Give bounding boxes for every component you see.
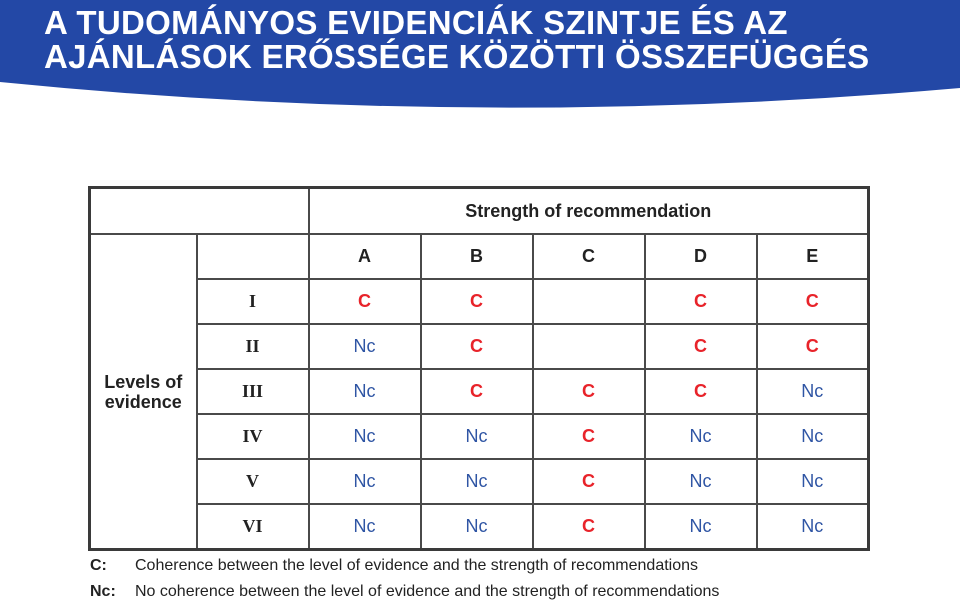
legend-nc-key: Nc: bbox=[90, 583, 116, 600]
matrix-cell: Nc bbox=[421, 414, 533, 459]
legend-nc-text: No coherence between the level of evidence and the strength of recommendations bbox=[135, 583, 720, 600]
matrix-cell bbox=[533, 324, 645, 369]
level-label: I bbox=[197, 279, 309, 324]
column-header-b: B bbox=[421, 234, 533, 279]
table-row bbox=[90, 459, 869, 504]
matrix-cell bbox=[533, 279, 645, 324]
title-banner bbox=[0, 0, 960, 120]
legend-c-text: Coherence between the level of evidence and the strength of recommendations bbox=[135, 557, 699, 574]
column-header-e: E bbox=[757, 234, 869, 279]
evidence-recommendation-table bbox=[88, 186, 870, 551]
matrix-cell: C bbox=[757, 324, 869, 369]
levels-of-evidence-header bbox=[90, 234, 197, 550]
matrix-cell: Nc bbox=[309, 369, 421, 414]
matrix-cell: C bbox=[421, 279, 533, 324]
matrix-cell: C bbox=[533, 414, 645, 459]
matrix-cell: Nc bbox=[645, 414, 757, 459]
matrix-cell: Nc bbox=[309, 324, 421, 369]
level-column-blank bbox=[197, 234, 309, 279]
table-row bbox=[90, 279, 869, 324]
matrix-cell: C bbox=[757, 279, 869, 324]
matrix-cell: Nc bbox=[309, 459, 421, 504]
matrix-cell: C bbox=[533, 459, 645, 504]
matrix-cell: Nc bbox=[421, 459, 533, 504]
matrix-cell: Nc bbox=[309, 504, 421, 550]
matrix-cell: Nc bbox=[421, 504, 533, 550]
level-label: V bbox=[197, 459, 309, 504]
column-header-c: C bbox=[533, 234, 645, 279]
table-row bbox=[90, 324, 869, 369]
matrix-cell: C bbox=[309, 279, 421, 324]
matrix-cell: C bbox=[421, 324, 533, 369]
table-row bbox=[90, 414, 869, 459]
levels-header-line2: evidence bbox=[104, 391, 182, 412]
legend-coherence bbox=[90, 557, 698, 575]
level-label: II bbox=[197, 324, 309, 369]
legend-no-coherence bbox=[90, 583, 719, 601]
matrix-cell: C bbox=[645, 279, 757, 324]
strength-of-recommendation-header: Strength of recommendation bbox=[309, 188, 869, 235]
matrix-cell: Nc bbox=[645, 459, 757, 504]
matrix-cell: Nc bbox=[309, 414, 421, 459]
level-label: III bbox=[197, 369, 309, 414]
table-row bbox=[90, 369, 869, 414]
slide-title-line2: AJÁNLÁSOK ERŐSSÉGE KÖZÖTTI ÖSSZEFÜGGÉS bbox=[44, 38, 870, 75]
legend-c-key: C: bbox=[90, 557, 107, 574]
level-label: VI bbox=[197, 504, 309, 550]
column-header-d: D bbox=[645, 234, 757, 279]
table-row bbox=[90, 504, 869, 550]
matrix-cell: C bbox=[421, 369, 533, 414]
matrix-cell: Nc bbox=[757, 459, 869, 504]
matrix-cell: C bbox=[533, 369, 645, 414]
matrix-cell: Nc bbox=[645, 504, 757, 550]
matrix-cell: C bbox=[533, 504, 645, 550]
matrix-cell: Nc bbox=[757, 414, 869, 459]
slide-title-line1: A TUDOMÁNYOS EVIDENCIÁK SZINTJE ÉS AZ bbox=[44, 4, 788, 41]
matrix-cell: Nc bbox=[757, 504, 869, 550]
level-label: IV bbox=[197, 414, 309, 459]
levels-header-line1: Levels of bbox=[104, 371, 183, 392]
matrix-cell: C bbox=[645, 324, 757, 369]
slide-title bbox=[44, 6, 870, 74]
column-header-a: A bbox=[309, 234, 421, 279]
table-corner-cell bbox=[90, 188, 309, 235]
matrix-cell: C bbox=[645, 369, 757, 414]
matrix-cell: Nc bbox=[757, 369, 869, 414]
